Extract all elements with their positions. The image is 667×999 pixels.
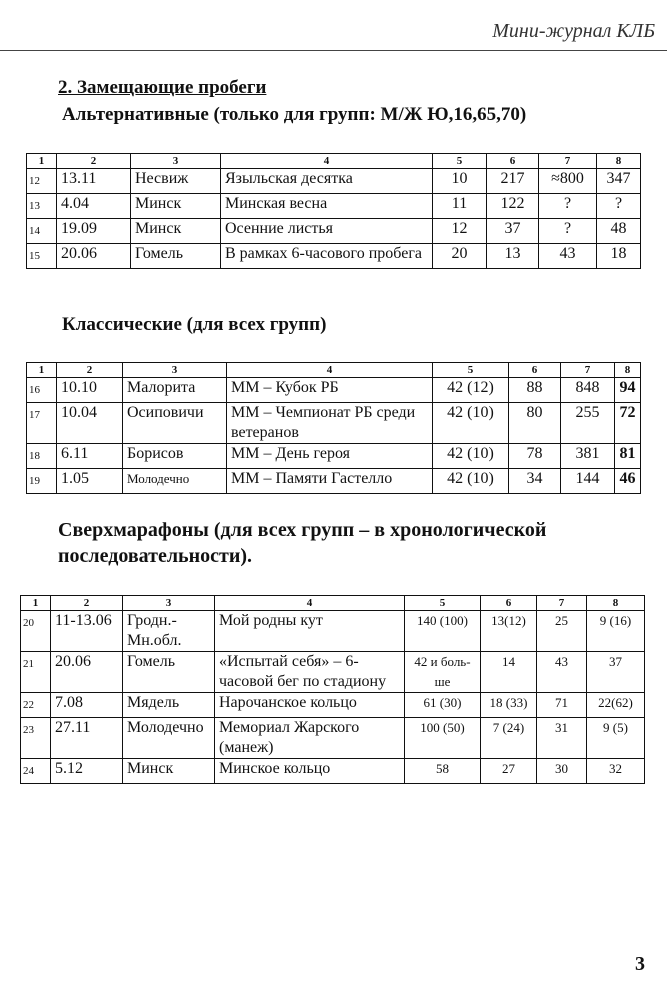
value-cell: ?: [539, 194, 597, 219]
date-cell: 13.11: [57, 169, 131, 194]
distance-cell: 20: [433, 244, 487, 269]
city-cell: Борисов: [123, 444, 227, 469]
race-name-cell: Минское кольцо: [215, 759, 405, 784]
city-cell: Мядель: [123, 693, 215, 718]
value-cell: 71: [537, 693, 587, 718]
column-header: 2: [57, 363, 123, 378]
column-header: 5: [433, 154, 487, 169]
value-cell: 81: [615, 444, 641, 469]
race-name-cell: ММ – Кубок РБ: [227, 378, 433, 403]
table-row: [27, 219, 641, 244]
value-cell: 46: [615, 469, 641, 494]
race-name-cell: Мой родны кут: [215, 611, 405, 652]
race-name-cell: Языльская десятка: [221, 169, 433, 194]
race-name-cell: ММ – Памяти Гастелло: [227, 469, 433, 494]
row-index: 14: [27, 219, 57, 244]
table-header-row: [21, 596, 645, 611]
distance-cell: 61 (30): [405, 693, 481, 718]
row-index: 12: [27, 169, 57, 194]
value-cell: 7 (24): [481, 718, 537, 759]
table-row: [21, 693, 645, 718]
column-header: 7: [537, 596, 587, 611]
value-cell: 37: [487, 219, 539, 244]
value-cell: 32: [587, 759, 645, 784]
city-cell: Осиповичи: [123, 403, 227, 444]
city-cell: Гомель: [131, 244, 221, 269]
classic-table: [26, 362, 641, 494]
table-header-row: [27, 154, 641, 169]
ultra-title: Сверхмарафоны (для всех групп – в хронологической последовательности).: [58, 519, 547, 567]
classic-title: Классические (для всех групп): [62, 314, 327, 335]
column-header: 2: [51, 596, 123, 611]
distance-cell: 42 (10): [433, 403, 509, 444]
date-cell: 6.11: [57, 444, 123, 469]
distance-cell: 58: [405, 759, 481, 784]
value-cell: 94: [615, 378, 641, 403]
distance-cell: 42 (10): [433, 469, 509, 494]
date-cell: 10.10: [57, 378, 123, 403]
table-row: [27, 378, 641, 403]
ultra-table: [20, 595, 645, 784]
row-index: 20: [21, 611, 51, 652]
column-header: 1: [27, 154, 57, 169]
date-cell: 5.12: [51, 759, 123, 784]
value-cell: 122: [487, 194, 539, 219]
row-index: 22: [21, 693, 51, 718]
date-cell: 7.08: [51, 693, 123, 718]
value-cell: 13: [487, 244, 539, 269]
value-cell: ?: [539, 219, 597, 244]
value-cell: 25: [537, 611, 587, 652]
value-cell: 43: [539, 244, 597, 269]
alternative-table: [26, 153, 641, 269]
value-cell: 78: [509, 444, 561, 469]
distance-cell: 42 и боль-ше: [405, 652, 481, 693]
column-header: 5: [405, 596, 481, 611]
table-row: [27, 469, 641, 494]
table-row: [21, 652, 645, 693]
column-header: 7: [539, 154, 597, 169]
value-cell: 30: [537, 759, 587, 784]
race-name-cell: «Испытай себя» – 6-часовой бег по стадиону: [215, 652, 405, 693]
date-cell: 20.06: [57, 244, 131, 269]
table-row: [27, 169, 641, 194]
value-cell: 14: [481, 652, 537, 693]
distance-cell: 12: [433, 219, 487, 244]
page-number: 3: [635, 953, 645, 975]
column-header: 3: [123, 363, 227, 378]
race-name-cell: ММ – Чемпионат РБ среди ветеранов: [227, 403, 433, 444]
table-row: [21, 759, 645, 784]
date-cell: 19.09: [57, 219, 131, 244]
row-index: 17: [27, 403, 57, 444]
row-index: 19: [27, 469, 57, 494]
value-cell: 9 (5): [587, 718, 645, 759]
row-index: 15: [27, 244, 57, 269]
table-header-row: [27, 363, 641, 378]
distance-cell: 100 (50): [405, 718, 481, 759]
value-cell: 18: [597, 244, 641, 269]
table-row: [21, 718, 645, 759]
value-cell: ≈800: [539, 169, 597, 194]
value-cell: 217: [487, 169, 539, 194]
section-title: 2. Замещающие пробеги: [58, 77, 267, 98]
column-header: 3: [131, 154, 221, 169]
table-row: [27, 403, 641, 444]
race-name-cell: Нарочанское кольцо: [215, 693, 405, 718]
value-cell: 9 (16): [587, 611, 645, 652]
column-header: 6: [487, 154, 539, 169]
column-header: 7: [561, 363, 615, 378]
date-cell: 20.06: [51, 652, 123, 693]
city-cell: Молодечно: [123, 718, 215, 759]
column-header: 4: [215, 596, 405, 611]
value-cell: 80: [509, 403, 561, 444]
value-cell: 72: [615, 403, 641, 444]
distance-cell: 42 (12): [433, 378, 509, 403]
column-header: 4: [221, 154, 433, 169]
table-row: [27, 444, 641, 469]
column-header: 6: [509, 363, 561, 378]
race-name-cell: Мемориал Жарского (манеж): [215, 718, 405, 759]
running-title: Мини-журнал КЛБ: [492, 20, 655, 42]
table-row: [27, 244, 641, 269]
distance-cell: 140 (100): [405, 611, 481, 652]
city-cell: Минск: [131, 194, 221, 219]
column-header: 2: [57, 154, 131, 169]
row-index: 21: [21, 652, 51, 693]
date-cell: 4.04: [57, 194, 131, 219]
city-cell: Минск: [123, 759, 215, 784]
value-cell: 43: [537, 652, 587, 693]
table-row: [27, 194, 641, 219]
date-cell: 1.05: [57, 469, 123, 494]
value-cell: 48: [597, 219, 641, 244]
table-row: [21, 611, 645, 652]
value-cell: 88: [509, 378, 561, 403]
race-name-cell: В рамках 6-часового пробега: [221, 244, 433, 269]
date-cell: 27.11: [51, 718, 123, 759]
city-cell: Минск: [131, 219, 221, 244]
value-cell: 31: [537, 718, 587, 759]
value-cell: 13(12): [481, 611, 537, 652]
distance-cell: 11: [433, 194, 487, 219]
row-index: 13: [27, 194, 57, 219]
column-header: 8: [587, 596, 645, 611]
header-rule: [0, 50, 667, 51]
date-cell: 10.04: [57, 403, 123, 444]
column-header: 1: [21, 596, 51, 611]
value-cell: 37: [587, 652, 645, 693]
city-cell: Гродн.-Мн.обл.: [123, 611, 215, 652]
column-header: 8: [597, 154, 641, 169]
column-header: 8: [615, 363, 641, 378]
row-index: 16: [27, 378, 57, 403]
value-cell: 34: [509, 469, 561, 494]
value-cell: 848: [561, 378, 615, 403]
distance-cell: 10: [433, 169, 487, 194]
column-header: 5: [433, 363, 509, 378]
column-header: 3: [123, 596, 215, 611]
race-name-cell: Осенние листья: [221, 219, 433, 244]
race-name-cell: Минская весна: [221, 194, 433, 219]
date-cell: 11-13.06: [51, 611, 123, 652]
value-cell: ?: [597, 194, 641, 219]
city-cell: Молодечно: [123, 469, 227, 494]
city-cell: Несвиж: [131, 169, 221, 194]
value-cell: 27: [481, 759, 537, 784]
value-cell: 381: [561, 444, 615, 469]
value-cell: 18 (33): [481, 693, 537, 718]
row-index: 24: [21, 759, 51, 784]
column-header: 6: [481, 596, 537, 611]
alternative-title: Альтернативные (только для групп: М/Ж Ю,16,65,70): [62, 104, 527, 125]
race-name-cell: ММ – День героя: [227, 444, 433, 469]
city-cell: Гомель: [123, 652, 215, 693]
value-cell: 255: [561, 403, 615, 444]
value-cell: 22(62): [587, 693, 645, 718]
value-cell: 347: [597, 169, 641, 194]
row-index: 18: [27, 444, 57, 469]
column-header: 4: [227, 363, 433, 378]
city-cell: Малорита: [123, 378, 227, 403]
column-header: 1: [27, 363, 57, 378]
row-index: 23: [21, 718, 51, 759]
value-cell: 144: [561, 469, 615, 494]
distance-cell: 42 (10): [433, 444, 509, 469]
